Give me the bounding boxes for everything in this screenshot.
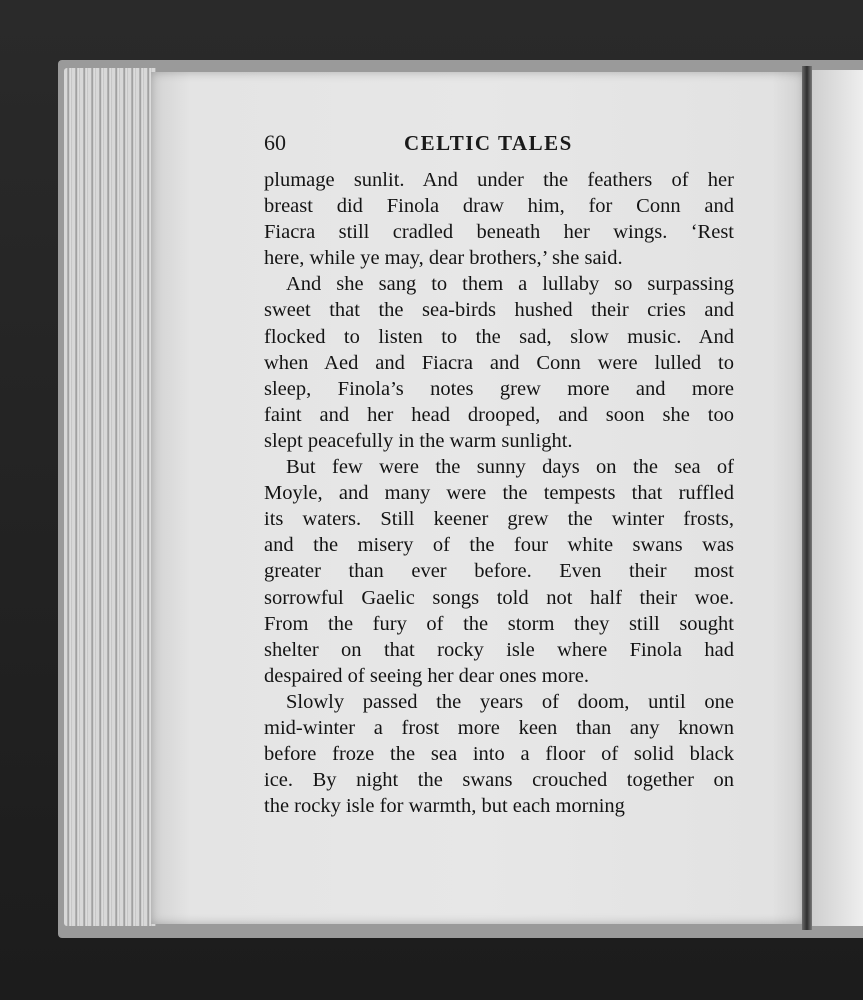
page-header: [264, 130, 734, 160]
text-line: when Aed and Fiacra and Conn were lulled to: [264, 351, 734, 374]
text-line: mid-winter a frost more keen than any known: [264, 716, 734, 739]
text-line: sweet that the sea-birds hushed their cries and: [264, 299, 734, 322]
text-line: sorrowful Gaelic songs told not half their woe.: [264, 586, 734, 609]
text-line: And she sang to them a lullaby so surpassing: [286, 273, 734, 296]
text-line: before froze the sea into a floor of solid black: [264, 743, 734, 766]
text-line: greater than ever before. Even their most: [264, 560, 734, 583]
text-line: But few were the sunny days on the sea of: [286, 456, 734, 479]
text-line: despaired of seeing her dear ones more.: [264, 664, 590, 687]
page-edges: [64, 68, 156, 926]
text-line: and the misery of the four white swans was: [264, 534, 734, 557]
text-line: here, while ye may, dear brothers,’ she said.: [264, 247, 623, 270]
text-line: Moyle, and many were the tempests that ruffled: [264, 482, 734, 505]
page-number: 60: [264, 130, 286, 155]
text-line: ice. By night the swans crouched together on: [264, 769, 734, 792]
text-line: its waters. Still keener grew the winter frosts,: [264, 508, 734, 531]
text-line: From the fury of the storm they still sought: [264, 612, 734, 635]
text-line: Slowly passed the years of doom, until one: [286, 690, 734, 713]
text-line: sleep, Finola’s notes grew more and more: [264, 377, 734, 400]
paragraph: [264, 167, 734, 271]
text-line: breast did Finola draw him, for Conn and: [264, 195, 734, 218]
text-line: flocked to listen to the sad, slow music. And: [264, 325, 734, 348]
book-gutter: [802, 66, 812, 930]
text-line: the rocky isle for warmth, but each morning: [264, 795, 625, 818]
running-title: CELTIC TALES: [404, 131, 573, 155]
body-text: [264, 167, 734, 819]
right-page-edge: [812, 70, 863, 926]
paragraph: [264, 689, 734, 819]
text-line: plumage sunlit. And under the feathers of her: [264, 169, 734, 191]
paragraph: [264, 454, 734, 689]
text-line: slept peacefully in the warm sunlight.: [264, 429, 573, 452]
text-line: Fiacra still cradled beneath her wings. ‘Rest: [264, 221, 734, 244]
text-line: shelter on that rocky isle where Finola had: [264, 638, 734, 661]
paragraph: [264, 271, 734, 454]
text-line: faint and her head drooped, and soon she too: [264, 403, 734, 426]
